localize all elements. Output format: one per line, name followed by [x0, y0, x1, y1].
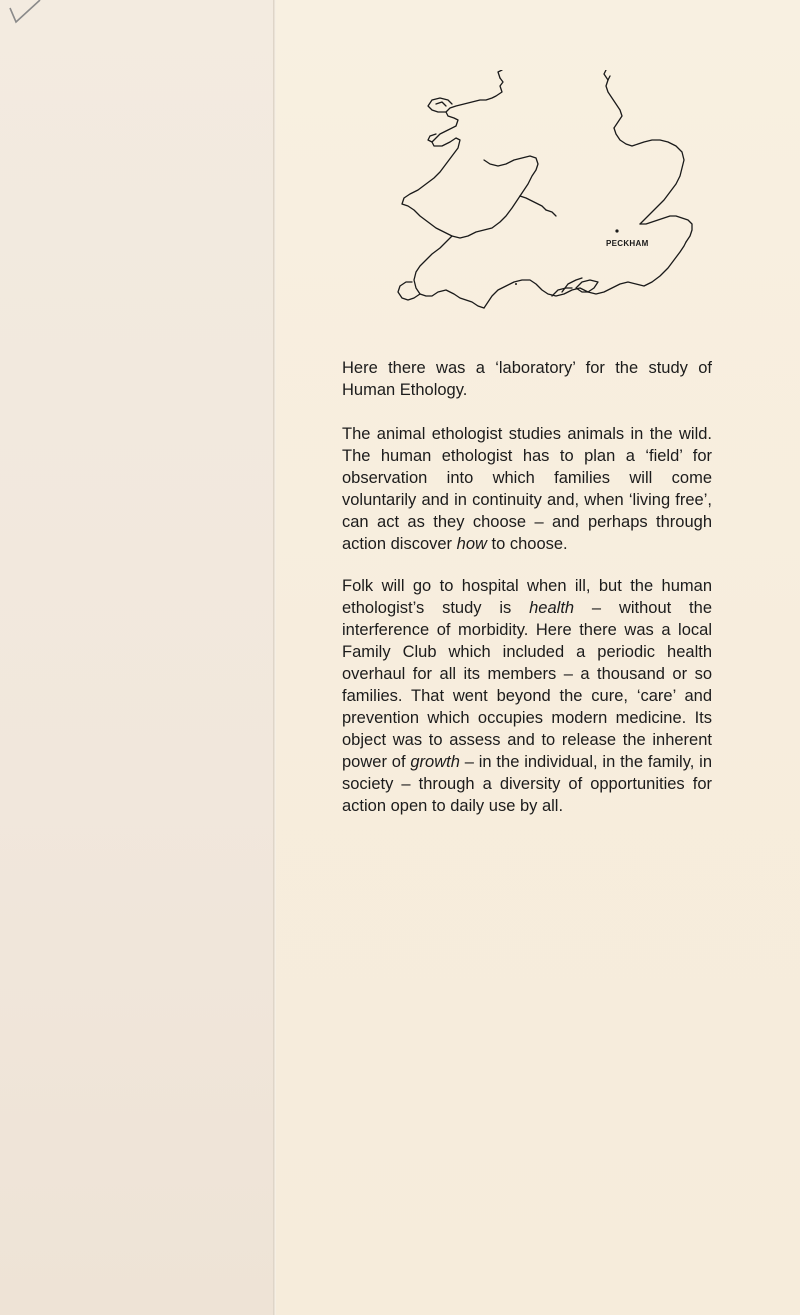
map-outline-illustration: [376, 70, 711, 365]
para2-text-before: The animal ethologist studies animals in the wild. The human ethologist has to plan a ‘field’ for observation into which families will come voluntarily and in continuity and, when ‘living free’, can act as they choose – and perhaps through action discover: [342, 425, 712, 553]
para3-text-part1: Folk will go to hospital when ill, but the human ethologist’s study is: [342, 577, 712, 617]
intro-text: Here there was a ‘laboratory’ for the study of Human Ethology.: [342, 359, 712, 399]
para3-text-part2: – without the interference of morbidity. Here there was a local Family Club which included a periodic health overhaul for all its members – a thousand or so families. That went beyond the cure, ‘care’ and prevention which occupies modern medicine. Its object was to assess and to release the inherent power of: [342, 599, 712, 771]
map-location-label: PECKHAM: [606, 239, 649, 248]
left-page-blank: [0, 0, 273, 1315]
health-paragraph: [342, 575, 712, 817]
para3-text-part3: – in the individual, in the family, in society – through a diversity of opportunities for action open to daily use by all.: [342, 753, 712, 815]
intro-paragraph: [342, 357, 712, 401]
ethologist-paragraph: [342, 423, 712, 555]
para2-text-after: to choose.: [486, 535, 568, 553]
check-mark-icon: [6, 0, 46, 30]
para3-emphasis-health: health: [529, 599, 575, 617]
location-dot-icon: [615, 229, 618, 232]
para2-emphasis: how: [456, 535, 487, 553]
para3-emphasis-growth: growth: [410, 753, 460, 771]
